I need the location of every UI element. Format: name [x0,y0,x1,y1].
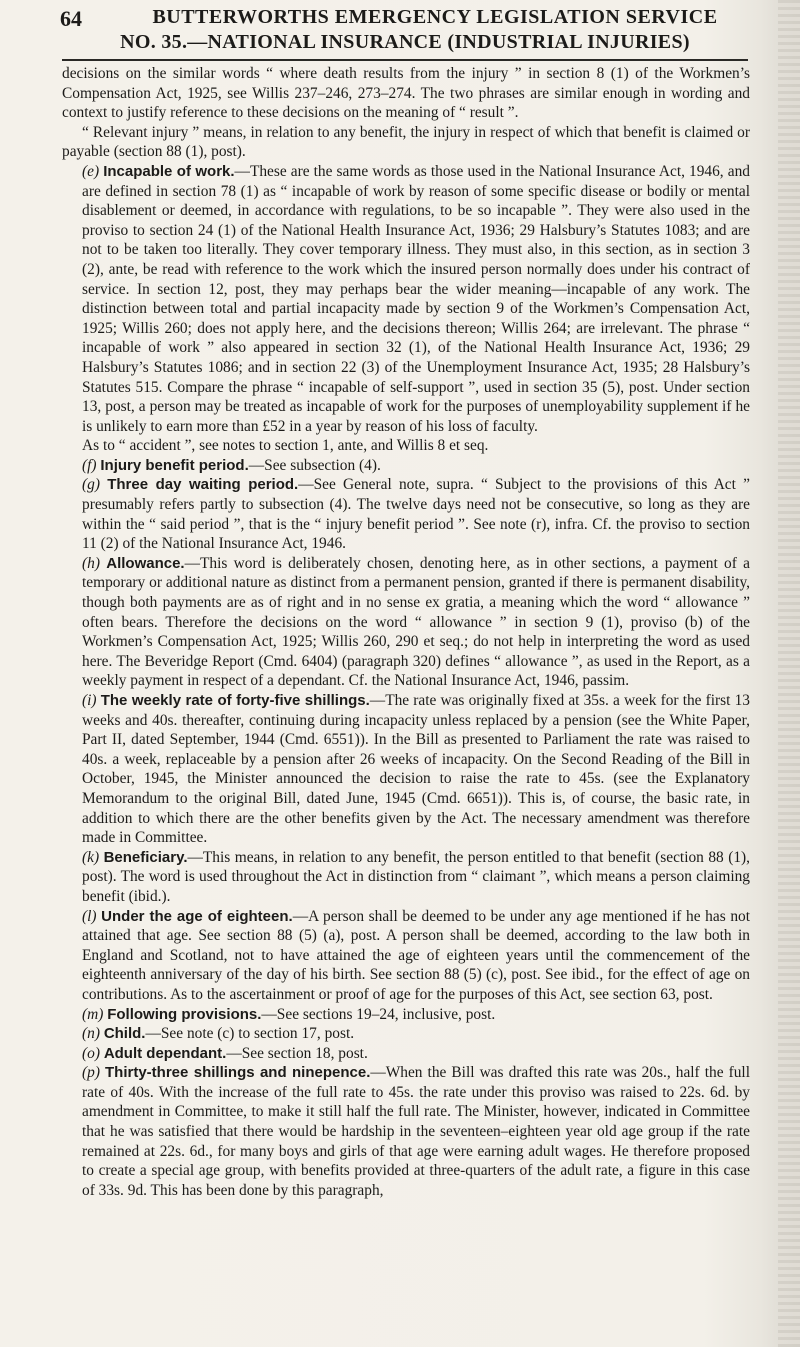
page-edge [778,0,800,1347]
note-label: (k) [82,848,100,866]
body-text [62,64,750,1200]
running-header [60,6,750,62]
note-heading: Beneficiary. [103,848,188,866]
note-label: (e) [82,162,100,180]
paragraph-continuation: decisions on the similar words “ where death results from the injury ” in section 8 (1) of the Workmen’s Compensation Act, 1925, see Willis 237–246, 273–274. The two phrases are similar enough in wording and context to justify reference to these decisions on the meaning of “ result ”. [62,65,750,122]
note-label: (o) [82,1044,100,1062]
note-heading: The weekly rate of forty-five shillings. [100,692,370,709]
note-heading: Following provisions. [107,1005,262,1023]
note-p: (p) Thirty-three shillings and ninepence.—When the Bill was drafted this rate was 20s., half the full rate of 40s. With the increase of the full rate to 45s. the rate under this proviso was raised to 22s. 6d. by amendment in Committee, to make it still half the full rate. The Minister, however, indicated in Committee that he was satisfied that there would be hardship in the seventeen–eighteen year old age group if the rate remained at 22s. 6d., for many boys and girls of that age were earning adult wages. He therefore proposed to create a special age group, with benefits provided at three-quarters of the adult rate, a figure in this case of 33s. 9d. This has been done by this paragraph, [82,1064,750,1199]
note-label: (n) [82,1025,100,1043]
note-n: (n) Child.—See note (c) to section 17, post. [82,1025,355,1043]
note-heading: Thirty-three shillings and ninepence. [105,1064,371,1082]
note-i: (i) The weekly rate of forty-five shillings.—The rate was originally fixed at 35s. a week for the first 13 weeks and 40s. thereafter, continuing during incapacity unless replaced by a pension (see the White Paper, Part II, dated September, 1944 (Cmd. 6551)). In the Bill as presented to Parliament the rate was raised to 40s. a week, replaceable by a pension after 26 weeks of incapacity. On the Second Reading of the Bill in October, 1945, the Minister announced the decision to raise the rate to 45s. (see the Explanatory Memorandum to the original Bill, dated June, 1945 (Cmd. 6651)). This is, of course, the basic rate, in addition to which there are the other benefits given by the Act. The necessary amendment was therefore made in Committee. [82,692,750,847]
note-label: (p) [82,1064,100,1082]
note-h: (h) Allowance.—This word is deliberately chosen, denoting here, as in other sections, a payment of a temporary or additional nature as distinct from a permanent pension, granted if there is permanent disability, though both payments are as of right and in no sense ex gratia, a meaning which the word “ allowance ” often bears. Therefore the decisions on the word “ allowance ” in section 9 (1), proviso (b) of the Workmen’s Compensation Act, 1925; Willis 260, 290 et seq.; do not help in interpreting the word as used here. The Beveridge Report (Cmd. 6404) (paragraph 320) defines “ allowance ”, as used in the Report, as a weekly payment in respect of a dependant. Cf. the National Insurance Act, 1946, passim. [82,554,750,690]
note-o: (o) Adult dependant.—See section 18, post. [82,1044,368,1062]
note-m: (m) Following provisions.—See sections 19–24, inclusive, post. [82,1005,496,1023]
note-heading: Incapable of work. [103,162,235,180]
paragraph-accident: As to “ accident ”, see notes to section 1, ante, and Willis 8 et seq. [82,437,489,455]
paragraph-relevant-injury: “ Relevant injury ” means, in relation to any benefit, the injury in respect of which that benefit is claimed or payable (section 88 (1), post). [62,123,750,161]
note-label: (i) [82,692,97,709]
note-heading: Under the age of eighteen. [101,907,293,925]
note-label: (l) [82,907,97,925]
note-f: (f) Injury benefit period.—See subsection (4). [82,456,381,474]
note-heading: Three day waiting period. [107,476,299,494]
note-k: (k) Beneficiary.—This means, in relation to any benefit, the person entitled to that benefit (section 88 (1), post). The word is used throughout the Act in distinction from “ claimant ”, which means a person claiming benefit (ibid.). [82,848,750,905]
note-l: (l) Under the age of eighteen.—A person shall be deemed to be under any age mentioned if he has not attained that age. See section 88 (5) (a), post. A person shall be deemed, according to the law both in England and Scotland, not to have attained the age of eighteen years until the commencement of the eighteenth anniversary of the day of his birth. See section 88 (5) (c), post. See ibid., for the effect of age on contributions. As to the ascertainment or proof of age for the purposes of this Act, see section 63, post. [82,907,750,1003]
note-e: (e) Incapable of work.—These are the same words as those used in the National Insurance Act, 1946, and are defined in section 78 (1) as “ incapable of work by reason of some specific disease or bodily or mental disablement or deemed, in accordance with regulations, to be so incapable ”. They were also used in the proviso to section 24 (1) of the National Health Insurance Act, 1936; 29 Halsbury’s Statutes 1083; and are not to be taken too literally. They cover temporary illness. They must also, in this section, as in section 3 (2), ante, be read with reference to the work which the insured person normally does under his contract of service. In section 12, post, they may perhaps bear the wider meaning—incapable of any work. The distinction between total and partial incapacity made by section 9 of the Workmen’s Compensation Act, 1925; Willis 260; does not apply here, and the decisions thereon; Willis 264; are irrelevant. The phrase “ incapable of work ” also appeared in section 32 (1), of the National Health Insurance Act, 1936; 29 Halsbury’s Statutes 1086; and in section 22 (3) of the Unemployment Insurance Act, 1935; 28 Halsbury’s Statutes 515. Compare the phrase “ incapable of self-support ”, used in section 35 (5), post. Under section 13, post, a person may be treated as incapable of work for the purposes of unemployability supplement if he is unlikely to earn more than £52 in a year by reason of his loss of faculty. [82,162,750,435]
note-heading: Adult dependant. [103,1044,227,1062]
note-label: (h) [82,554,100,572]
note-g: (g) Three day waiting period.—See General note, supra. “ Subject to the provisions of this Act ” presumably refers partly to subsection (4). The twelve days need not be consecutive, so long as they are within the “ said period ”, that is the “ injury benefit period ”. See note (r), infra. Cf. the proviso to section 11 (2) of the National Insurance Act, 1946. [82,476,750,553]
series-title: BUTTERWORTHS EMERGENCY LEGISLATION SERVICE [152,6,718,28]
section-title: NO. 35.—NATIONAL INSURANCE (INDUSTRIAL INJURIES) [120,31,690,53]
note-label: (f) [82,456,97,474]
note-heading: Allowance. [106,554,185,572]
header-rule [62,59,748,61]
page-number: 64 [60,6,82,31]
note-heading: Child. [103,1025,146,1043]
note-label: (g) [82,476,100,494]
note-label: (m) [82,1005,104,1023]
note-heading: Injury benefit period. [100,456,249,474]
